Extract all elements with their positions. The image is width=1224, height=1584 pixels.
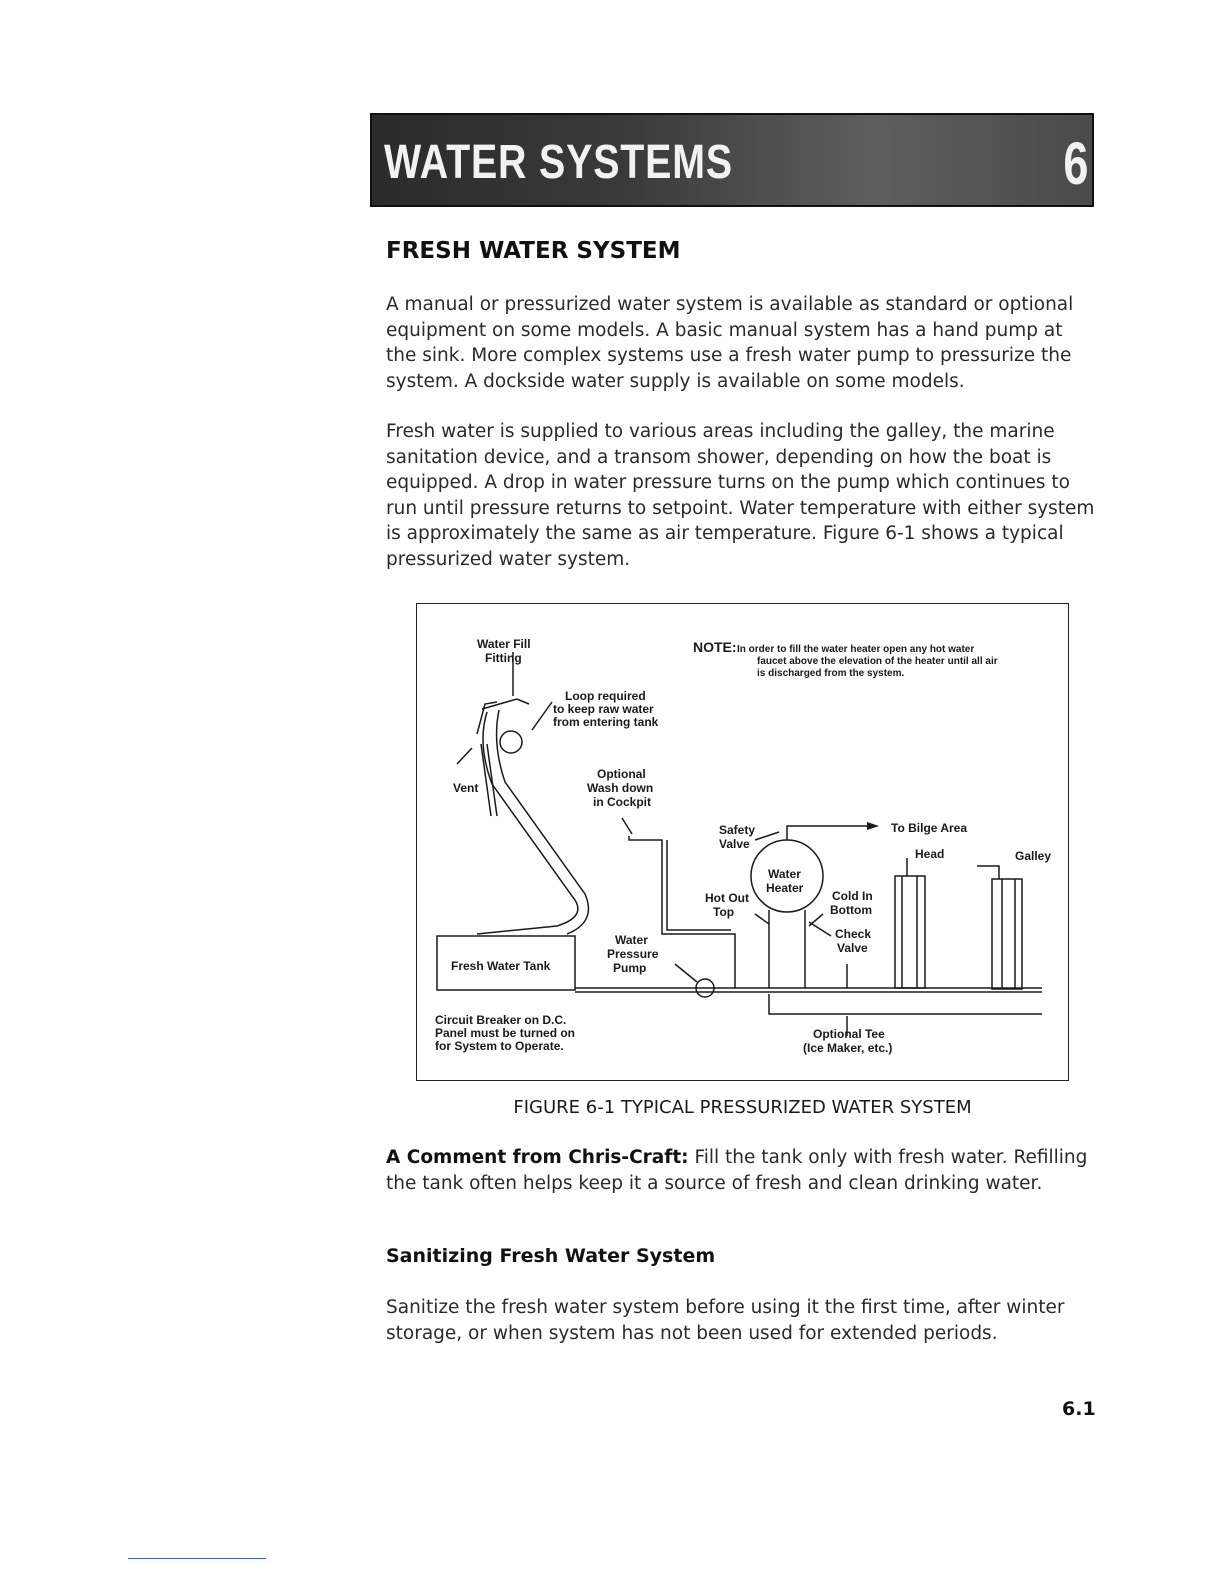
section-heading: FRESH WATER SYSTEM — [386, 238, 681, 264]
safety-valve-line — [787, 826, 867, 840]
note-text-3: is discharged from the system. — [757, 668, 905, 679]
check-valve-label-2: Valve — [837, 941, 868, 955]
breaker-note-2: Panel must be turned on — [435, 1026, 576, 1040]
optional-tee-label: Optional Tee — [813, 1027, 885, 1041]
chapter-banner — [370, 113, 1094, 207]
water-heater-label-2: Heater — [766, 881, 804, 895]
page-number: 6.1 — [1062, 1398, 1096, 1420]
comment-text: Fill the tank only with fresh water. Refilling the tank often helps keep it a source of fresh and clean drinking water. — [386, 1147, 1088, 1194]
water-system-diagram — [416, 603, 1069, 1081]
head-label: Head — [915, 847, 945, 861]
cold-return-line — [769, 994, 1042, 1014]
tank-label: Fresh Water Tank — [451, 959, 551, 973]
supply-paragraph: Fresh water is supplied to various areas including the galley, the marine sanitation device, and a transom shower, depending on how the boat is equipped. A drop in water pressure turns on the pump which continues to run until pressure returns to setpoint. Water temperature with either system is approximately the same as air temperature. Figure 6-1 shows a typical pressurized water system. — [386, 421, 1095, 570]
vent-label: Vent — [453, 781, 479, 795]
water-fill-label-2: Fitting — [485, 651, 522, 665]
cold-in-label-2: Bottom — [830, 903, 872, 917]
hot-out-label-2: Top — [713, 905, 735, 919]
pump-label-2: Pressure — [607, 947, 659, 961]
check-valve-label: Check — [835, 927, 872, 941]
raw-water-loop — [500, 731, 522, 753]
washdown-label-2: Wash down — [587, 781, 654, 795]
comment-lead: A Comment from Chris-Craft: — [386, 1147, 689, 1168]
hot-out-label: Hot Out — [705, 891, 749, 905]
cold-in-label: Cold In — [832, 889, 873, 903]
figure-caption: FIGURE 6-1 TYPICAL PRESSURIZED WATER SYSTEM — [513, 1097, 972, 1118]
vent-line — [487, 744, 497, 816]
footer-rule — [128, 1558, 266, 1559]
pump-label-3: Pump — [613, 961, 647, 975]
note-text-2: faucet above the elevation of the heater until all air — [757, 656, 998, 667]
bilge-label: To Bilge Area — [891, 821, 968, 835]
head-fixture-shape — [895, 876, 925, 988]
comment-paragraph — [386, 1145, 1096, 1196]
subsection-heading: Sanitizing Fresh Water System — [386, 1245, 716, 1267]
safety-valve-label: Safety — [719, 823, 756, 837]
optional-tee-label-2: (Ice Maker, etc.) — [803, 1041, 893, 1055]
loop-label: Loop required — [565, 689, 646, 703]
chapter-title: WATER SYSTEMS — [384, 136, 733, 189]
washdown-label-3: in Cockpit — [593, 795, 652, 809]
washdown-label: Optional — [597, 767, 646, 781]
breaker-note-3: for System to Operate. — [435, 1039, 564, 1053]
pump-label: Water — [615, 933, 648, 947]
galley-fixture-shape — [992, 879, 1022, 989]
note-text-1: In order to fill the water heater open any hot water — [737, 644, 975, 655]
galley-label: Galley — [1015, 849, 1052, 863]
diagram-drawing — [417, 604, 1070, 1082]
water-heater-label: Water — [768, 867, 801, 881]
sanitize-paragraph: Sanitize the fresh water system before using it the first time, after winter storage, or when system has not been used for extended periods. — [386, 1297, 1065, 1344]
intro-paragraph: A manual or pressurized water system is available as standard or optional equipment on some models. A basic manual system has a hand pump at the sink. More complex systems use a fresh water pump to pressurize the system. A dockside water supply is available on some models. — [386, 294, 1074, 392]
breaker-note: Circuit Breaker on D.C. — [435, 1013, 567, 1027]
safety-valve-label-2: Valve — [719, 837, 750, 851]
note-heading: NOTE: — [693, 639, 737, 655]
loop-label-2: to keep raw water — [553, 702, 654, 716]
loop-label-3: from entering tank — [553, 715, 659, 729]
chapter-number: 6 — [1062, 130, 1088, 197]
water-fill-label: Water Fill — [477, 637, 531, 651]
fill-hose — [477, 712, 578, 934]
